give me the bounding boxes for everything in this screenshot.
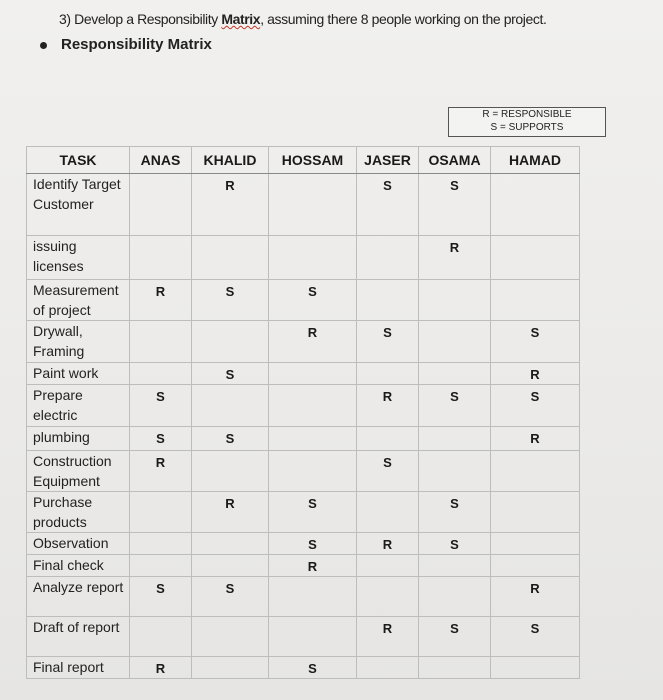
assignment-cell: S	[419, 617, 491, 657]
table-row	[27, 385, 580, 427]
bullet-title	[40, 36, 212, 53]
assignment-cell: S	[269, 533, 357, 555]
assignment-cell	[491, 236, 580, 280]
assignment-cell: R	[192, 492, 269, 533]
assignment-cell	[357, 577, 419, 617]
assignment-cell	[419, 657, 491, 679]
assignment-cell: R	[491, 427, 580, 451]
assignment-cell	[357, 657, 419, 679]
assignment-cell: S	[130, 577, 192, 617]
heading-suffix: , assuming there 8 people working on the project.	[260, 11, 547, 27]
assignment-cell	[269, 385, 357, 427]
assignment-cell	[357, 280, 419, 321]
assignment-cell: S	[130, 385, 192, 427]
legend-supports: S = SUPPORTS	[490, 122, 564, 133]
legend-responsible: R = RESPONSIBLE	[482, 109, 572, 120]
assignment-cell: S	[192, 363, 269, 385]
assignment-cell: S	[269, 492, 357, 533]
table-body	[27, 174, 580, 679]
assignment-cell	[269, 617, 357, 657]
table-row	[27, 363, 580, 385]
question-heading	[59, 11, 546, 27]
assignment-cell	[419, 555, 491, 577]
assignment-cell	[269, 236, 357, 280]
assignment-cell	[192, 451, 269, 492]
assignment-cell	[192, 236, 269, 280]
assignment-cell: R	[192, 174, 269, 236]
assignment-cell	[419, 427, 491, 451]
assignment-cell: R	[269, 555, 357, 577]
assignment-cell	[357, 492, 419, 533]
assignment-cell	[130, 555, 192, 577]
header-task: TASK	[27, 147, 130, 174]
task-cell: Observation	[27, 533, 130, 555]
assignment-cell: S	[357, 321, 419, 363]
table-row	[27, 492, 580, 533]
table-row	[27, 174, 580, 236]
task-cell: Drywall, Framing	[27, 321, 130, 363]
task-cell: Final report	[27, 657, 130, 679]
assignment-cell: S	[130, 427, 192, 451]
bullet-dot-icon	[40, 42, 47, 49]
assignment-cell: S	[357, 174, 419, 236]
table-row	[27, 657, 580, 679]
assignment-cell: S	[491, 617, 580, 657]
assignment-cell	[419, 363, 491, 385]
assignment-cell	[357, 363, 419, 385]
task-cell: Final check	[27, 555, 130, 577]
header-khalid: KHALID	[192, 147, 269, 174]
assignment-cell	[269, 427, 357, 451]
assignment-cell	[491, 657, 580, 679]
assignment-cell: S	[192, 427, 269, 451]
assignment-cell: R	[357, 617, 419, 657]
table-row	[27, 451, 580, 492]
assignment-cell	[192, 385, 269, 427]
assignment-cell	[130, 174, 192, 236]
assignment-cell	[130, 533, 192, 555]
assignment-cell: R	[419, 236, 491, 280]
task-cell: Paint work	[27, 363, 130, 385]
table-row	[27, 533, 580, 555]
assignment-cell: S	[491, 385, 580, 427]
header-osama: OSAMA	[419, 147, 491, 174]
header-jaser: JASER	[357, 147, 419, 174]
assignment-cell	[130, 363, 192, 385]
assignment-cell: R	[357, 533, 419, 555]
assignment-cell: R	[491, 577, 580, 617]
assignment-cell	[192, 533, 269, 555]
table-row	[27, 555, 580, 577]
assignment-cell	[130, 321, 192, 363]
assignment-cell: S	[419, 174, 491, 236]
task-cell: Draft of report	[27, 617, 130, 657]
header-anas: ANAS	[130, 147, 192, 174]
header-hamad: HAMAD	[491, 147, 580, 174]
assignment-cell	[419, 451, 491, 492]
assignment-cell	[130, 617, 192, 657]
task-cell: plumbing	[27, 427, 130, 451]
task-cell: Construction Equipment	[27, 451, 130, 492]
table-row	[27, 236, 580, 280]
assignment-cell	[419, 321, 491, 363]
assignment-cell	[130, 492, 192, 533]
task-cell: Purchase products	[27, 492, 130, 533]
table-row	[27, 427, 580, 451]
assignment-cell: R	[130, 657, 192, 679]
table-header-row	[27, 147, 580, 174]
assignment-cell	[491, 174, 580, 236]
assignment-cell	[357, 427, 419, 451]
task-cell: Prepare electric	[27, 385, 130, 427]
heading-prefix: 3) Develop a Responsibility	[59, 11, 218, 27]
heading-matrix-word: Matrix	[221, 11, 261, 27]
assignment-cell: S	[357, 451, 419, 492]
assignment-cell	[491, 533, 580, 555]
assignment-cell: R	[269, 321, 357, 363]
assignment-cell: R	[130, 451, 192, 492]
bullet-text: Responsibility Matrix	[61, 36, 212, 53]
assignment-cell	[491, 492, 580, 533]
assignment-cell	[491, 280, 580, 321]
assignment-cell	[130, 236, 192, 280]
assignment-cell: S	[491, 321, 580, 363]
assignment-cell: S	[269, 657, 357, 679]
assignment-cell	[269, 577, 357, 617]
assignment-cell: R	[357, 385, 419, 427]
assignment-cell	[269, 174, 357, 236]
task-cell: Identify Target Customer	[27, 174, 130, 236]
table-row	[27, 321, 580, 363]
assignment-cell	[269, 363, 357, 385]
task-cell: Measurement of project	[27, 280, 130, 321]
assignment-cell: S	[419, 385, 491, 427]
assignment-cell: R	[491, 363, 580, 385]
assignment-cell	[192, 555, 269, 577]
assignment-cell	[491, 555, 580, 577]
assignment-cell	[419, 577, 491, 617]
assignment-cell	[269, 451, 357, 492]
assignment-cell: R	[130, 280, 192, 321]
assignment-cell	[192, 321, 269, 363]
assignment-cell: S	[419, 492, 491, 533]
table-row	[27, 280, 580, 321]
responsibility-matrix-table	[26, 146, 580, 679]
legend-box	[448, 107, 606, 137]
assignment-cell	[192, 617, 269, 657]
task-cell: issuing licenses	[27, 236, 130, 280]
assignment-cell	[419, 280, 491, 321]
assignment-cell	[357, 555, 419, 577]
assignment-cell	[357, 236, 419, 280]
assignment-cell	[192, 657, 269, 679]
task-cell: Analyze report	[27, 577, 130, 617]
table-row	[27, 577, 580, 617]
assignment-cell	[491, 451, 580, 492]
table-row	[27, 617, 580, 657]
assignment-cell: S	[419, 533, 491, 555]
header-hossam: HOSSAM	[269, 147, 357, 174]
assignment-cell: S	[192, 280, 269, 321]
assignment-cell: S	[192, 577, 269, 617]
assignment-cell: S	[269, 280, 357, 321]
